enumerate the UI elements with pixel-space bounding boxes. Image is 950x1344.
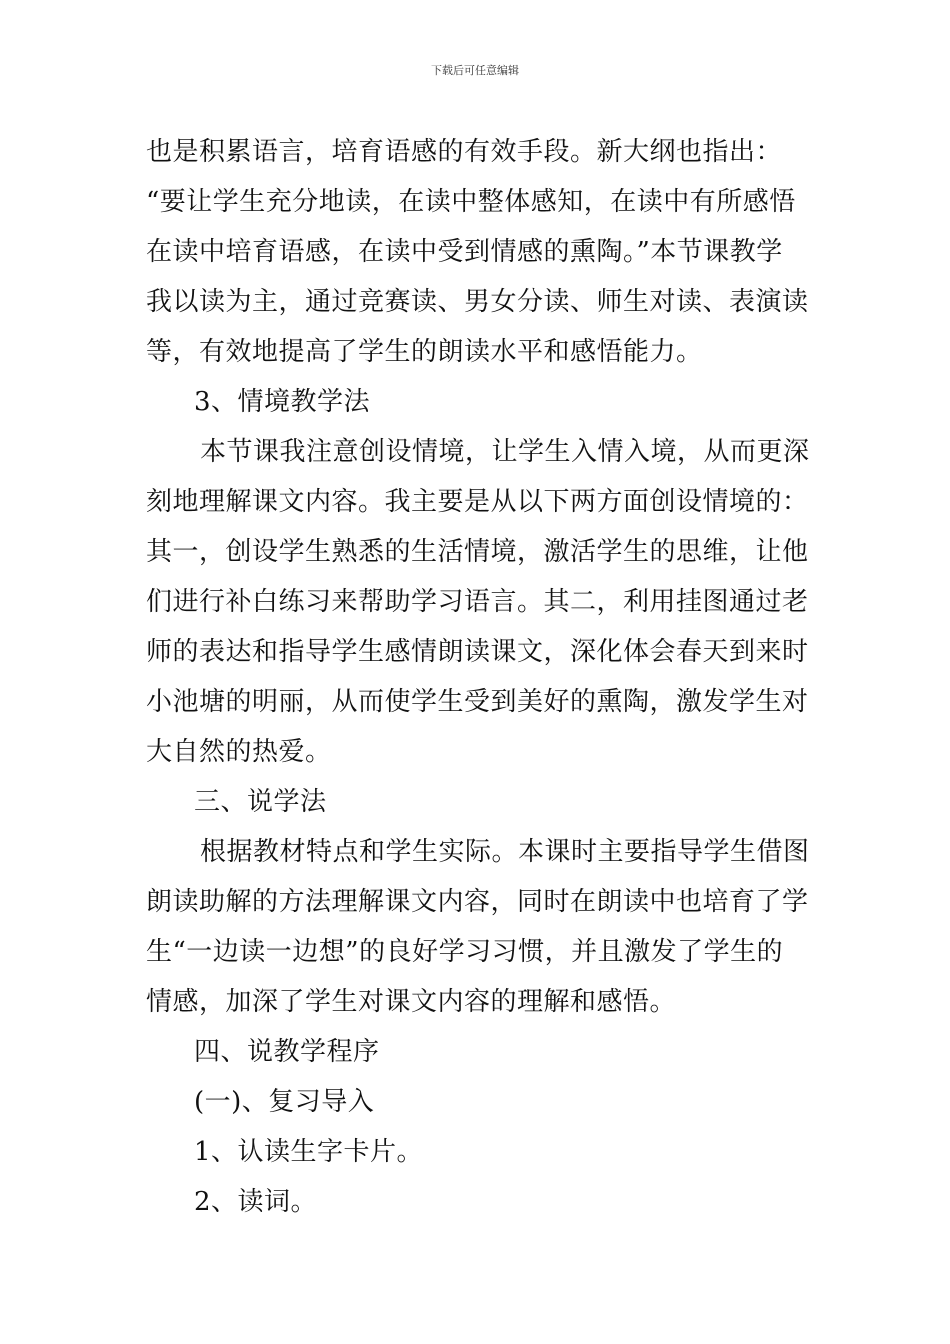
- section-heading: 四、说教学程序: [194, 1037, 380, 1067]
- section-heading: 三、说学法: [194, 787, 327, 817]
- list-item: 2、读词。: [194, 1187, 318, 1217]
- text-line: 在读中培育语感，在读中受到情感的熏陶。”本节课教学: [146, 237, 783, 267]
- text-line: 我以读为主，通过竞赛读、男女分读、师生对读、表演读: [146, 287, 809, 317]
- text-line: 朗读助解的方法理解课文内容，同时在朗读中也培育了学: [146, 887, 809, 917]
- text-line: 情感，加深了学生对课文内容的理解和感悟。: [146, 987, 677, 1017]
- paragraph-first-line: 根据教材特点和学生实际。本课时主要指导学生借图: [200, 837, 810, 867]
- text-line: 生“一边读一边想”的良好学习习惯，并且激发了学生的: [146, 937, 784, 967]
- paragraph-first-line: 本节课我注意创设情境，让学生入情入境，从而更深: [200, 437, 810, 467]
- text-line: 们进行补白练习来帮助学习语言。其二，利用挂图通过老: [146, 587, 809, 617]
- document-body: [146, 127, 810, 1227]
- list-item: 1、认读生字卡片。: [194, 1137, 424, 1167]
- subsection-heading: (一)、复习导入: [194, 1087, 375, 1117]
- text-line: 也是积累语言，培育语感的有效手段。新大纲也指出：: [146, 137, 783, 167]
- text-line: 小池塘的明丽，从而使学生受到美好的熏陶，激发学生对: [146, 687, 809, 717]
- text-line: 等，有效地提高了学生的朗读水平和感悟能力。: [146, 337, 703, 367]
- text-line: “要让学生充分地读，在读中整体感知，在读中有所感悟: [146, 187, 796, 217]
- text-line: 大自然的热爱。: [146, 737, 332, 767]
- text-line: 师的表达和指导学生感情朗读课文，深化体会春天到来时: [146, 637, 809, 667]
- text-line: 刻地理解课文内容。我主要是从以下两方面创设情境的：: [146, 487, 809, 517]
- text-line: 其一，创设学生熟悉的生活情境，激活学生的思维，让他: [146, 537, 809, 567]
- section-heading: 3、情境教学法: [194, 387, 371, 417]
- page-header-note: 下载后可任意编辑: [431, 64, 519, 77]
